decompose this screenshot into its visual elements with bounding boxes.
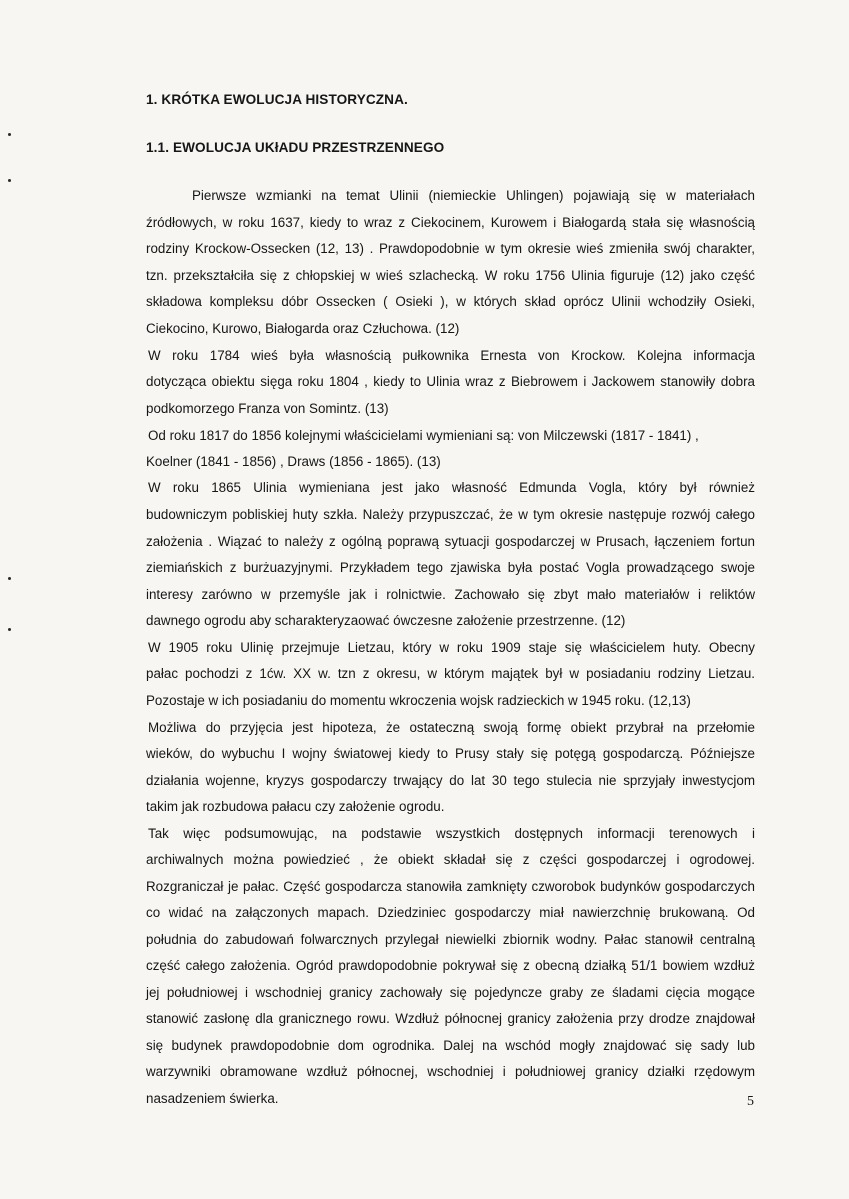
text-line: założenia . Wiązać to należy z ogólną poprawą sytuacji gospodarczej w Prusach, łączeniem fortun: [146, 534, 755, 549]
text-line: W 1905 roku Ulinię przejmuje Lietzau, który w roku 1909 staje się właścicielem huty. Obecny: [148, 640, 755, 655]
text-line: dawnego ogrodu aby scharakteryzaować ówczesne założenie przestrzenne. (12): [146, 613, 626, 628]
text-line: działania wojenne, kryzys gospodarczy trwający do lat 30 tego stulecia nie sprzyjały inwestycjom: [146, 773, 755, 788]
page-number: 5: [747, 1094, 754, 1109]
text-line: wieków, do wybuchu I wojny światowej kiedy to Prusy stały się potęgą gospodarczą. Późniejsze: [146, 746, 755, 761]
text-line: południa do zabudowań folwarcznych przylegał niewielki zbiornik wodny. Pałac stanowił centralną: [146, 932, 755, 947]
scan-speck: [8, 133, 11, 136]
text-line: się budynek prawdopodobnie dom ogrodnika. Dalej na wschód mogły znajdować się sady lub: [146, 1038, 755, 1053]
text-line: Pozostaje w ich posiadaniu do momentu wkroczenia wojsk radzieckich w 1945 roku. (12,13): [146, 693, 691, 708]
text-line: co widać na załączonych mapach. Dziedziniec gospodarczy miał nawierzchnię brukowaną. Od: [146, 905, 755, 920]
text-line: Pierwsze wzmianki na temat Ulinii (niemieckie Uhlingen) pojawiają się w materiałach: [192, 188, 755, 203]
scan-speck: [8, 577, 11, 580]
text-line: jej południowej i wschodniej granicy zachowały się pojedyncze graby ze śladami cięcia mogące: [146, 985, 755, 1000]
scan-speck: [8, 179, 11, 182]
text-line: W roku 1784 wieś była własnością pułkownika Ernesta von Krockow. Kolejna informacja: [148, 348, 755, 363]
text-line: archiwalnych można powiedzieć , że obiekt składał się z części gospodarczej i ogrodowej.: [146, 852, 755, 867]
text-line: Ciekocino, Kurowo, Białogarda oraz Człuchowa. (12): [146, 321, 460, 336]
text-line: źródłowych, w roku 1637, kiedy to wraz z Ciekocinem, Kurowem i Białogardą stała się własnością: [146, 215, 755, 230]
text-line: Koelner (1841 - 1856) , Draws (1856 - 1865). (13): [146, 454, 441, 469]
text-line: interesy zarówno w przemyśle jak i rolnictwie. Zachowało się zbyt mało materiałów i reliktów: [146, 587, 755, 602]
text-line: składowa kompleksu dóbr Ossecken ( Osieki ), w których skład oprócz Ulinii wchodziły Osieki,: [146, 294, 755, 309]
section-heading: 1. KRÓTKA EWOLUCJA HISTORYCZNA.: [146, 92, 408, 107]
text-line: Od roku 1817 do 1856 kolejnymi właścicielami wymieniani są: von Milczewski (1817 - 1841) ,: [148, 428, 699, 443]
scan-speck: [8, 628, 11, 631]
text-line: stanowić zasłonę dla granicznego rowu. Wzdłuż północnej granicy założenia przy drodze znajdował: [146, 1011, 755, 1026]
text-line: warzywniki obramowane wzdłuż północnej, wschodniej i południowej granicy działki rzędowym: [146, 1064, 755, 1079]
text-line: Tak więc podsumowując, na podstawie wszystkich dostępnych informacji terenowych i: [148, 826, 755, 841]
text-line: ziemiańskich z burżuazyjnymi. Przykładem tego zjawiska była postać Vogla prowadzącego swoje: [146, 560, 755, 575]
text-line: W roku 1865 Ulinia wymieniana jest jako własność Edmunda Vogla, który był również: [148, 480, 755, 495]
text-line: takim jak rozbudowa pałacu czy założenie ogrodu.: [146, 799, 445, 814]
text-line: tzn. przekształciła się z chłopskiej w wieś szlachecką. W roku 1756 Ulinia figuruje (12) jako część: [146, 268, 755, 283]
text-line: pałac pochodzi z 1ćw. XX w. tzn z okresu, w którym majątek był w posiadaniu rodziny Lietzau.: [146, 666, 755, 681]
text-line: Możliwa do przyjęcia jest hipoteza, że ostateczną swoją formę obiekt przybrał na przełomie: [148, 720, 755, 735]
text-line: część całego założenia. Ogród prawdopodobnie pokrywał się z obecną działką 51/1 bowiem wzdłuż: [146, 958, 755, 973]
text-line: rodziny Krockow-Ossecken (12, 13) . Prawdopodobnie w tym okresie wieś zmieniła swój charakter,: [146, 241, 755, 256]
text-line: budowniczym pobliskiej huty szkła. Należy przypuszczać, że w tym okresie następuje rozwój całego: [146, 507, 755, 522]
text-line: podkomorzego Franza von Somintz. (13): [146, 401, 389, 416]
text-line: Rozgraniczał je pałac. Część gospodarcza stanowiła zamknięty czworobok budynków gospodarczych: [146, 879, 755, 894]
text-line: dotycząca obiektu sięga roku 1804 , kiedy to Ulinia wraz z Biebrowem i Jackowem stanowiły dobra: [146, 374, 755, 389]
text-line: nasadzeniem świerka.: [146, 1091, 279, 1106]
subsection-heading: 1.1. EWOLUCJA UKłADU PRZESTRZENNEGO: [146, 140, 445, 155]
